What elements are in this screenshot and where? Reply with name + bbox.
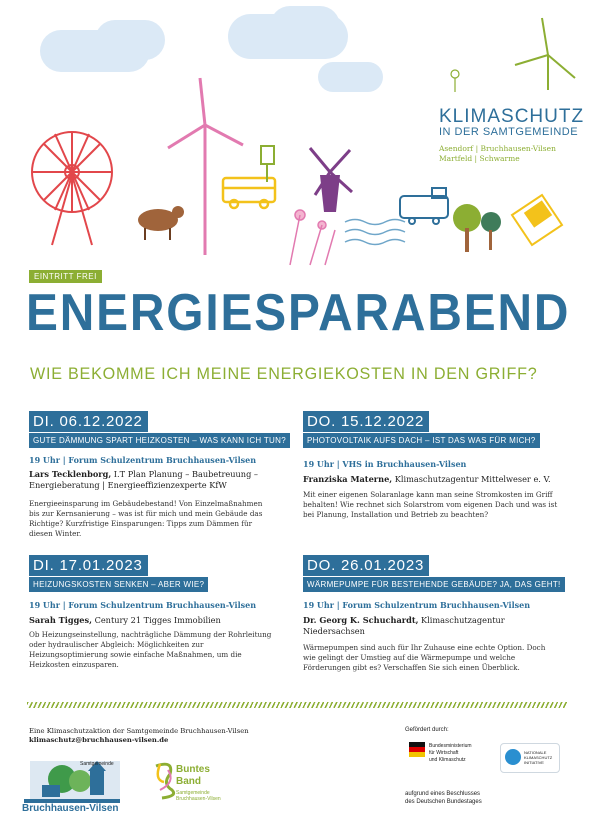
organizer-text: Eine Klimaschutzaktion der Samtgemeinde Bruchhausen-Vilsen: [29, 727, 249, 735]
event-speaker: [29, 615, 269, 626]
bb-logo-sub: Samtgemeinde Bruchhausen-Vilsen: [176, 790, 221, 802]
bmwk-logo: [405, 740, 495, 780]
event-description: Wärmepumpen sind auch für Ihr Zuhause eine echte Option. Doch wie gelingt der Umstieg auf die Wärmepumpe und welche Förderungen gibt es? Verschaffen Sie sich einen Überblick.: [303, 643, 546, 672]
funded-by-label: Gefördert durch:: [405, 727, 449, 733]
charging-station-icon: [261, 146, 274, 182]
bmwk-line2: für Wirtschaft: [429, 750, 459, 756]
wind-turbine-icon: [168, 78, 243, 255]
brand-subtitle: IN DER SAMTGEMEINDE: [439, 126, 579, 138]
nki-line1: NATIONALE: [524, 750, 547, 755]
page-subtitle: WIE BEKOMME ICH MEINE ENERGIEKOSTEN IN DEN GRIFF?: [30, 364, 538, 383]
brand-towns-line1: Asendorf | Bruchhausen-Vilsen: [439, 144, 556, 153]
train-icon: [400, 188, 448, 224]
nki-line2: KLIMASCHUTZ: [524, 755, 553, 760]
wind-turbine-icon: [515, 18, 575, 90]
klimaschutz-logo: [439, 107, 584, 164]
water-waves-icon: [345, 220, 405, 245]
windmill-icon: [310, 148, 352, 212]
speaker-affiliation: Century 21 Tigges Immobilien: [91, 615, 221, 625]
free-entry-tag: EINTRITT FREI: [29, 270, 102, 283]
speaker-name: Sarah Tigges,: [29, 615, 92, 625]
event-location: 19 Uhr | Forum Schulzentrum Bruchhausen-Vilsen: [303, 600, 531, 610]
speaker-name: Dr. Georg K. Schuchardt,: [303, 615, 419, 625]
cow-icon: [138, 206, 184, 240]
event-description: Energieeinsparung im Gebäudebestand! Von Einzelmaßnahmen bis zur Kernsanierung – was ist für mich und mein Gebäude das Richtige? Kurzfristige Einsparungen: Tipps zum Dämmen für diesen Winter.: [29, 499, 263, 538]
page-title: ENERGIESPARABEND: [26, 284, 571, 342]
event-location: 19 Uhr | VHS in Bruchhausen-Vilsen: [303, 459, 467, 469]
resolution-line2: des Deutschen Bundestages: [405, 799, 482, 805]
event-date: DI. 17.01.2023: [29, 555, 148, 576]
speaker-affiliation: Klimaschutzagentur Niedersachsen: [303, 615, 505, 636]
nki-line3: INITIATIVE: [524, 760, 544, 765]
event-date: DO. 26.01.2023: [303, 555, 429, 576]
globe-icon: [505, 749, 521, 765]
sun-icon: [451, 70, 459, 92]
contact-email[interactable]: klimaschutz@bruchhausen-vilsen.de: [29, 736, 169, 744]
bus-icon: [223, 178, 275, 208]
event-description: Mit einer eigenen Solaranlage kann man seine Stromkosten im Griff behalten! Wie rechnet sich Solarstrom vom eigenen Dach und was ist bei Planung, Installation und Betrieb zu beachten?: [303, 490, 558, 519]
event-speaker: [29, 469, 269, 491]
bruchhausen-vilsen-logo: [22, 757, 122, 815]
event-location: 19 Uhr | Forum Schulzentrum Bruchhausen-Vilsen: [29, 600, 257, 610]
event-topic: HEIZUNGSKOSTEN SENKEN – ABER WIE?: [29, 577, 208, 592]
event-speaker: [303, 615, 513, 637]
solar-house-icon: [512, 195, 562, 245]
event-topic: WÄRMEPUMPE FÜR BESTEHENDE GEBÄUDE? JA, DAS GEHT!: [303, 577, 565, 592]
speaker-name: Lars Tecklenborg,: [29, 469, 112, 479]
header-illustration: [0, 0, 590, 270]
speaker-name: Franziska Materne,: [303, 474, 393, 484]
ferris-wheel-icon: [32, 132, 112, 245]
nki-logo: [500, 743, 560, 773]
event-description: Ob Heizungseinstellung, nachträgliche Dämmung der Rohrleitung oder hydraulischer Abgleich: Möglichkeiten zur Heizungsoptimierung sowie einfache Maßnahmen, um die Heizkosten einzusparen.: [29, 630, 272, 669]
event-speaker: [303, 474, 573, 485]
federal-eagle-icon: [409, 742, 425, 768]
resolution-line1: aufgrund eines Beschlusses: [405, 791, 481, 797]
bv-logo-name: Bruchhausen-Vilsen: [22, 803, 119, 814]
bb-logo-name1: Buntes: [176, 764, 210, 775]
bmwk-line3: und Klimaschutz: [429, 757, 466, 763]
event-topic: PHOTOVOLTAIK AUFS DACH – IST DAS WAS FÜR MICH?: [303, 433, 540, 448]
event-location: 19 Uhr | Forum Schulzentrum Bruchhausen-Vilsen: [29, 455, 257, 465]
bb-logo-name2: Band: [176, 776, 201, 787]
event-date: DI. 06.12.2022: [29, 411, 148, 432]
buntes-band-logo: [150, 760, 230, 815]
speaker-affiliation: I.T Plan Planung – Baubetreuung – Energieberatung | Energieeffizienzexperte KfW: [29, 469, 259, 490]
brand-title: KLIMASCHUTZ: [439, 106, 585, 127]
brand-towns-line2: Martfeld | Schwarme: [439, 154, 520, 163]
bv-logo-top: Samtgemeinde: [80, 761, 114, 767]
flowers-icon: [290, 210, 335, 265]
speaker-affiliation: Klimaschutzagentur Mittelweser e. V.: [392, 474, 551, 484]
hatched-divider: [27, 702, 567, 708]
event-date: DO. 15.12.2022: [303, 411, 429, 432]
bmwk-line1: Bundesministerium: [429, 743, 472, 749]
tree-icon: [453, 204, 501, 252]
event-topic: GUTE DÄMMUNG SPART HEIZKOSTEN – WAS KANN ICH TUN?: [29, 433, 290, 448]
